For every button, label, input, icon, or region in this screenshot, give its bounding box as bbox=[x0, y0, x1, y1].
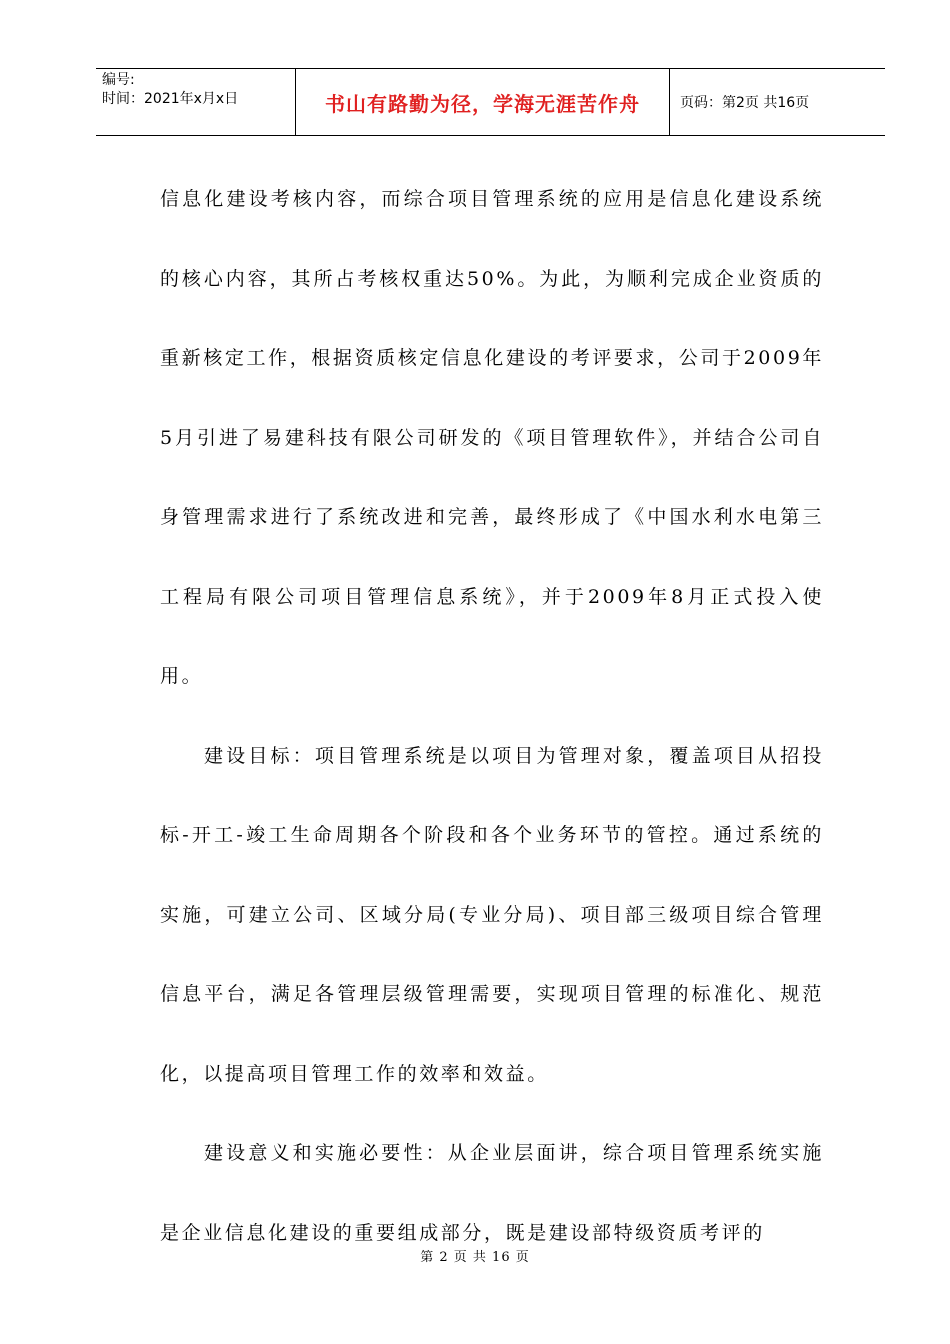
paragraph-construction-goal: 建设目标：项目管理系统是以项目为管理对象，覆盖项目从招投标-开工-竣工生命周期各个阶段和各个业务环节的管控。通过系统的实施，可建立公司、区域分局(专业分局)、项目部三级项目综合管理信息平台，满足各管理层级管理需要，实现项目管理的标准化、规范化，以提高项目管理工作的效率和效益。 bbox=[160, 744, 824, 1085]
document-time-label: 时间：2021年x月x日 bbox=[102, 91, 239, 107]
header-page-number: 页码：第2页 共16页 bbox=[680, 95, 810, 111]
paragraph-continued: 信息化建设考核内容，而综合项目管理系统的应用是信息化建设系统的核心内容，其所占考核权重达50%。为此，为顺利完成企业资质的重新核定工作，根据资质核定信息化建设的考评要求，公司于2009年5月引进了易建科技有限公司研发的《项目管理软件》，并结合公司自身管理需求进行了系统改进和完善，最终形成了《中国水利水电第三工程局有限公司项目管理信息系统》，并于2009年8月正式投入使用。 bbox=[160, 188, 824, 687]
page-header bbox=[96, 68, 885, 136]
page-footer: 第 2 页 共 16 页 bbox=[420, 1250, 530, 1265]
header-meta-cell bbox=[96, 69, 296, 135]
header-motto: 书山有路勤为径，学海无涯苦作舟 bbox=[296, 69, 670, 135]
document-body bbox=[160, 160, 824, 1273]
document-code-label: 编号: bbox=[102, 72, 135, 88]
paragraph-construction-significance: 建设意义和实施必要性：从企业层面讲，综合项目管理系统实施是企业信息化建设的重要组成部分，既是建设部特级资质考评的 bbox=[160, 1142, 824, 1244]
